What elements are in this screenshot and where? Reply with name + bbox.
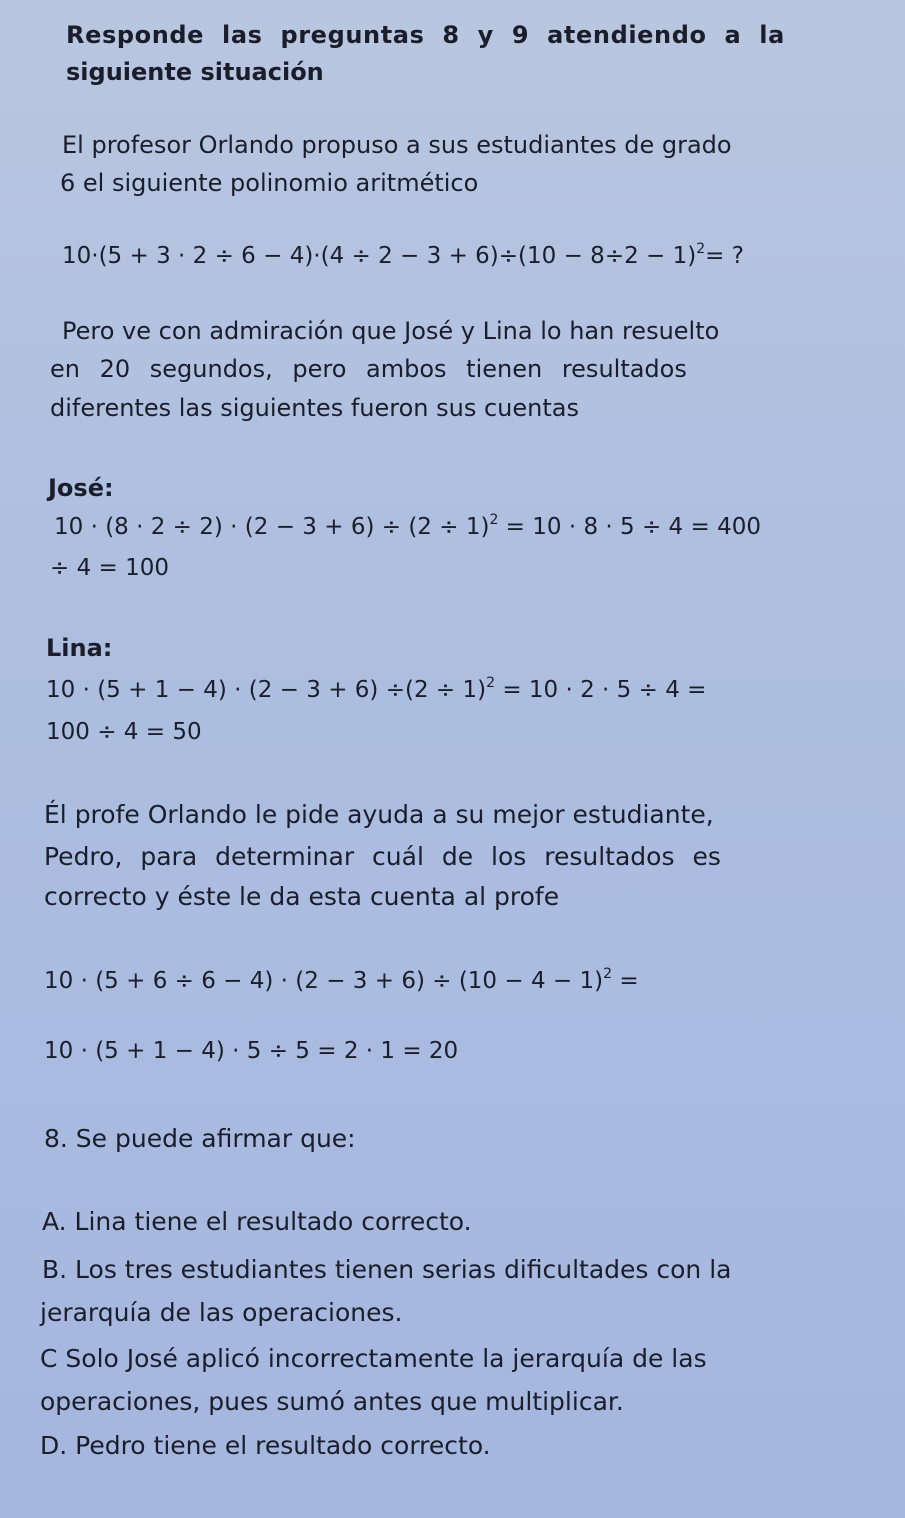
option-c-line-2: operaciones, pues sumó antes que multiplicar. — [40, 1387, 624, 1416]
problem-exponent: 2 — [696, 241, 706, 257]
jose-label: José: — [48, 474, 114, 502]
context-line-2: 6 el siguiente polinomio aritmético — [60, 169, 479, 197]
jose-exponent: 2 — [489, 512, 499, 528]
problem-expression-body: 10·(5 + 3 · 2 ÷ 6 − 4)·(4 ÷ 2 − 3 + 6)÷(10 − 8÷2 − 1) — [62, 243, 697, 269]
jose-work-line-1 — [54, 512, 761, 542]
lina-work-line-2: 100 ÷ 4 = 50 — [46, 719, 202, 745]
lina-work-line-1-a: 10 · (5 + 1 − 4) · (2 − 3 + 6) ÷(2 ÷ 1) — [46, 677, 487, 703]
intro-line-1: Responde las preguntas 8 y 9 atendiendo a la — [66, 21, 785, 49]
option-c-line-1: C Solo José aplicó incorrectamente la jerarquía de las — [40, 1344, 707, 1373]
problem-expression — [62, 241, 744, 271]
story-line-3: diferentes las siguientes fueron sus cuentas — [50, 394, 579, 422]
lina-exponent: 2 — [486, 675, 496, 691]
jose-work-line-2: ÷ 4 = 100 — [50, 555, 170, 581]
lina-label: Lina: — [46, 634, 113, 662]
option-d: D. Pedro tiene el resultado correcto. — [40, 1431, 491, 1460]
lina-work-line-1-b: = 10 · 2 · 5 ÷ 4 = — [495, 677, 707, 703]
pedro-intro-line-3: correcto y éste le da esta cuenta al profe — [44, 882, 560, 911]
question-8: 8. Se puede afirmar que: — [44, 1124, 356, 1153]
jose-work-line-1-a: 10 · (8 · 2 ÷ 2) · (2 − 3 + 6) ÷ (2 ÷ 1) — [54, 514, 490, 540]
pedro-intro-line-2: Pedro, para determinar cuál de los resultados es — [44, 842, 721, 871]
pedro-work-line-1-a: 10 · (5 + 6 ÷ 6 − 4) · (2 − 3 + 6) ÷ (10 − 4 − 1) — [44, 968, 604, 994]
context-line-1: El profesor Orlando propuso a sus estudiantes de grado — [62, 131, 732, 159]
lina-work-line-1 — [46, 675, 706, 705]
story-line-1: Pero ve con admiración que José y Lina lo han resuelto — [62, 317, 720, 345]
pedro-work-line-2: 10 · (5 + 1 − 4) · 5 ÷ 5 = 2 · 1 = 20 — [44, 1038, 459, 1064]
option-b-line-1: B. Los tres estudiantes tienen serias dificultades con la — [42, 1255, 732, 1284]
option-b-line-2: jerarquía de las operaciones. — [40, 1298, 403, 1327]
option-a: A. Lina tiene el resultado correcto. — [42, 1207, 472, 1236]
jose-work-line-1-b: = 10 · 8 · 5 ÷ 4 = 400 — [498, 514, 761, 540]
pedro-work-line-1 — [44, 966, 639, 996]
story-line-2: en 20 segundos, pero ambos tienen resultados — [50, 355, 687, 383]
problem-tail: = ? — [705, 243, 744, 269]
pedro-exponent: 2 — [603, 966, 613, 982]
pedro-work-line-1-b: = — [612, 968, 639, 994]
pedro-intro-line-1: Él profe Orlando le pide ayuda a su mejor estudiante, — [44, 800, 714, 829]
intro-line-2: siguiente situación — [66, 58, 324, 86]
